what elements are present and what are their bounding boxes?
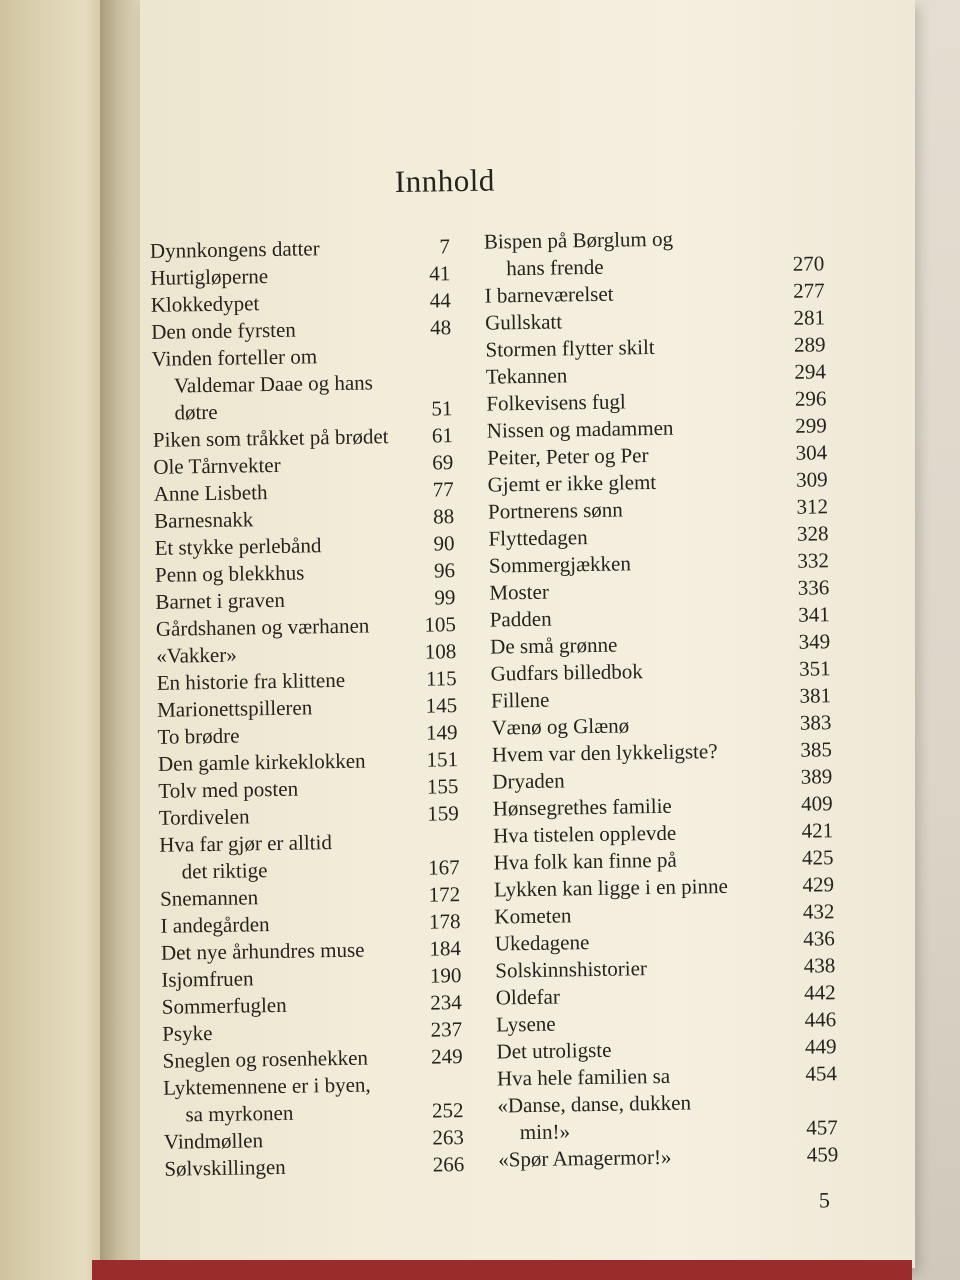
toc-entry-page: 438 — [803, 953, 836, 978]
toc-entry-page: 99 — [434, 585, 456, 610]
page-number: 5 — [818, 1187, 831, 1213]
toc-entry-title: Solskinnshistorier — [495, 956, 648, 983]
toc-entry-page: 234 — [430, 990, 462, 1015]
toc-entry-page: 389 — [800, 764, 833, 789]
toc-entry-title: Vinden forteller om — [151, 344, 318, 371]
toc-entry-title: Valdemar Daae og hans — [173, 370, 374, 398]
toc-entry-page: 252 — [431, 1098, 464, 1123]
toc-entry-title: døtre — [174, 399, 218, 425]
toc-entry-title: Den gamle kirkeklokken — [157, 748, 366, 776]
toc-entry-page: 61 — [431, 423, 454, 448]
toc-entry-page: 69 — [432, 450, 454, 475]
toc-entry-title: hans frende — [506, 254, 604, 281]
toc-entry-title: Hva hele familien sa — [496, 1063, 671, 1091]
toc-entry-title: Lyktemennene er i byen, — [162, 1072, 371, 1100]
toc-entry-page: 336 — [797, 575, 830, 600]
toc-entry-page: 454 — [805, 1061, 838, 1086]
toc-entry-page: 77 — [432, 477, 454, 502]
toc-entry-page: 159 — [427, 801, 459, 826]
toc-entry-page: 425 — [801, 845, 834, 870]
left-page-edge — [0, 0, 112, 1280]
toc-entry-page: 281 — [793, 305, 826, 330]
toc-entry-page: 184 — [429, 936, 462, 961]
toc-entry-title: Det nye århundres muse — [160, 937, 365, 965]
toc-entry-title: «Vakker» — [156, 642, 237, 668]
toc-entry — [498, 1141, 838, 1173]
toc-entry-title: Folkevisens fugl — [486, 389, 626, 416]
toc-entry-page: 263 — [432, 1125, 465, 1150]
toc-entry-page: 115 — [425, 666, 457, 691]
toc-entry-page: 385 — [800, 737, 833, 762]
toc-entry-title: Sommergjækken — [488, 551, 632, 578]
toc-entry-page: 145 — [425, 693, 458, 718]
toc-entry-title: Oldefar — [495, 984, 561, 1010]
toc-entry-page: 294 — [794, 359, 827, 384]
toc-entry-title: Klokkedypet — [150, 291, 260, 317]
toc-entry-title: Sølvskillingen — [164, 1154, 286, 1181]
toc-entry-page: 155 — [426, 774, 459, 799]
toc-entry-page: 409 — [801, 791, 833, 816]
toc-entry-page: 457 — [806, 1115, 838, 1140]
toc-entry-title: En historie fra klittene — [156, 667, 346, 695]
toc-entry-page: 167 — [427, 855, 460, 880]
toc-entry-page: 349 — [798, 629, 831, 654]
toc-entry-title: Penn og blekkhus — [154, 560, 305, 587]
toc-entry-title: Bispen på Børglum og — [483, 226, 674, 254]
toc-entry-page: 270 — [792, 251, 825, 276]
toc-entry-page: 108 — [424, 639, 457, 664]
toc-entry-page: 328 — [796, 521, 829, 546]
toc-entry-page: 381 — [799, 683, 832, 708]
toc-entry-title: I barneværelset — [484, 281, 614, 308]
toc-entry-title: Kometen — [494, 903, 572, 929]
toc-entry-title: «Danse, danse, dukken — [497, 1090, 692, 1118]
toc-entry-page: 351 — [798, 656, 831, 681]
toc-entry-title: Gullskatt — [484, 309, 563, 335]
toc-entry-page: 332 — [797, 548, 830, 573]
toc-entry-title: Det utroligste — [496, 1037, 612, 1064]
toc-left-column — [150, 233, 465, 1183]
toc-entry-page: 151 — [426, 747, 459, 772]
toc-entry-page: 459 — [806, 1142, 839, 1167]
toc-entry-title: Peiter, Peter og Per — [487, 443, 649, 470]
toc-entry-page: 266 — [432, 1152, 465, 1177]
toc-entry-title: Barnesnakk — [153, 507, 254, 533]
toc-entry-title: To brødre — [157, 723, 240, 749]
toc-entry-title: Gudfars billedbok — [490, 659, 644, 686]
toc-entry-title: Anne Lisbeth — [153, 480, 268, 506]
toc-entry-title: Vænø og Glænø — [491, 713, 630, 740]
toc-entry-title: Marionettspilleren — [156, 695, 313, 722]
toc-entry-title: Fillene — [490, 687, 550, 713]
toc-entry-page: 309 — [795, 467, 828, 492]
toc-entry-title: Den onde fyrsten — [151, 317, 297, 344]
toc-entry-title: Vindmøllen — [163, 1128, 264, 1154]
toc-entry-title: Isjomfruen — [161, 966, 254, 992]
toc-entry-page: 48 — [429, 315, 452, 340]
toc-entry-page: 312 — [796, 494, 829, 519]
toc-entry-page: 436 — [803, 926, 836, 951]
toc-entry-page: 442 — [803, 980, 836, 1005]
toc-entry-page: 237 — [430, 1017, 463, 1042]
toc-entry-title: Gårdshanen og værhanen — [155, 613, 370, 641]
toc-entry-page: 304 — [795, 440, 828, 465]
toc-entry-title: sa myrkonen — [185, 1100, 294, 1127]
toc-entry-title: det riktige — [181, 858, 268, 884]
toc-entry-page: 178 — [428, 909, 461, 934]
toc-entry-title: Hurtigløperne — [150, 264, 269, 290]
toc-entry-title: Ukedagene — [494, 930, 590, 956]
toc-entry-title: Sommerfuglen — [161, 992, 287, 1019]
toc-entry-page: 96 — [433, 558, 456, 583]
table-of-contents — [130, 0, 925, 1274]
toc-entry-title: Dynnkongens datter — [149, 236, 320, 263]
page-title: Innhold — [394, 162, 496, 200]
toc-entry-page: 7 — [439, 234, 451, 259]
toc-entry-title: Stormen flytter skilt — [485, 334, 655, 362]
toc-entry-title: Padden — [489, 606, 552, 632]
toc-entry-title: Lykken kan ligge i en pinne — [493, 873, 729, 902]
toc-entry-title: Hva tistelen opplevde — [492, 820, 677, 848]
toc-entry-title: min!» — [519, 1119, 571, 1145]
toc-entry-title: Tekannen — [485, 363, 568, 389]
toc-entry-title: I andegården — [160, 912, 270, 938]
toc-entry-page: 341 — [798, 602, 830, 627]
toc-entry-title: Piken som tråkket på brødet — [152, 424, 389, 452]
toc-entry — [164, 1151, 464, 1183]
toc-entry-title: Gjemt er ikke glemt — [487, 469, 657, 497]
toc-entry-page: 190 — [429, 963, 462, 988]
toc-entry-page: 44 — [429, 288, 451, 313]
toc-entry-page: 90 — [433, 531, 455, 556]
toc-entry-page: 149 — [425, 720, 458, 745]
toc-right-column — [484, 223, 839, 1173]
toc-entry-page: 249 — [430, 1044, 463, 1069]
toc-entry-page: 421 — [801, 818, 834, 843]
toc-entry-page: 429 — [802, 872, 835, 897]
toc-entry-title: Snemannen — [159, 885, 259, 911]
toc-entry-title: Sneglen og rosenhekken — [162, 1045, 369, 1073]
toc-entry-title: Psyke — [162, 1020, 213, 1046]
toc-entry-title: Portnerens sønn — [487, 497, 623, 524]
toc-entry-page: 299 — [795, 413, 827, 438]
toc-entry-title: Dryaden — [492, 768, 565, 794]
toc-entry-title: Flyttedagen — [488, 525, 588, 551]
toc-entry-page: 289 — [793, 332, 826, 357]
toc-entry-page: 449 — [804, 1034, 837, 1059]
toc-entry-title: Hva folk kan finne på — [493, 847, 677, 875]
toc-entry-page: 88 — [432, 504, 455, 529]
toc-entry-page: 105 — [424, 612, 457, 637]
toc-entry-title: Hvem var den lykkeligste? — [491, 739, 718, 767]
toc-entry-title: Tolv med posten — [158, 776, 299, 803]
toc-entry-page: 277 — [792, 278, 825, 303]
toc-entry-title: Lysene — [495, 1011, 556, 1037]
toc-entry-page: 432 — [802, 899, 835, 924]
toc-entry-page: 296 — [794, 386, 827, 411]
toc-entry-title: Hva far gjør er alltid — [159, 830, 333, 857]
toc-entry-page: 172 — [428, 882, 461, 907]
toc-entry-title: «Spør Amagermor!» — [498, 1144, 672, 1172]
toc-entry-title: Barnet i graven — [155, 587, 286, 614]
toc-entry-page: 446 — [804, 1007, 837, 1032]
toc-entry-page: 51 — [431, 396, 453, 421]
toc-entry-title: Nissen og madammen — [486, 415, 674, 443]
toc-entry-title: Ole Tårnvekter — [153, 452, 281, 479]
toc-entry-title: Moster — [489, 579, 550, 605]
toc-entry-title: De små grønne — [490, 632, 618, 659]
toc-entry-page: 383 — [799, 710, 832, 735]
toc-entry-title: Tordivelen — [158, 804, 250, 830]
toc-entry-title: Et stykke perlebånd — [154, 533, 322, 560]
toc-entry-page: 41 — [429, 261, 451, 286]
toc-entry-title: Hønsegrethes familie — [492, 793, 672, 821]
